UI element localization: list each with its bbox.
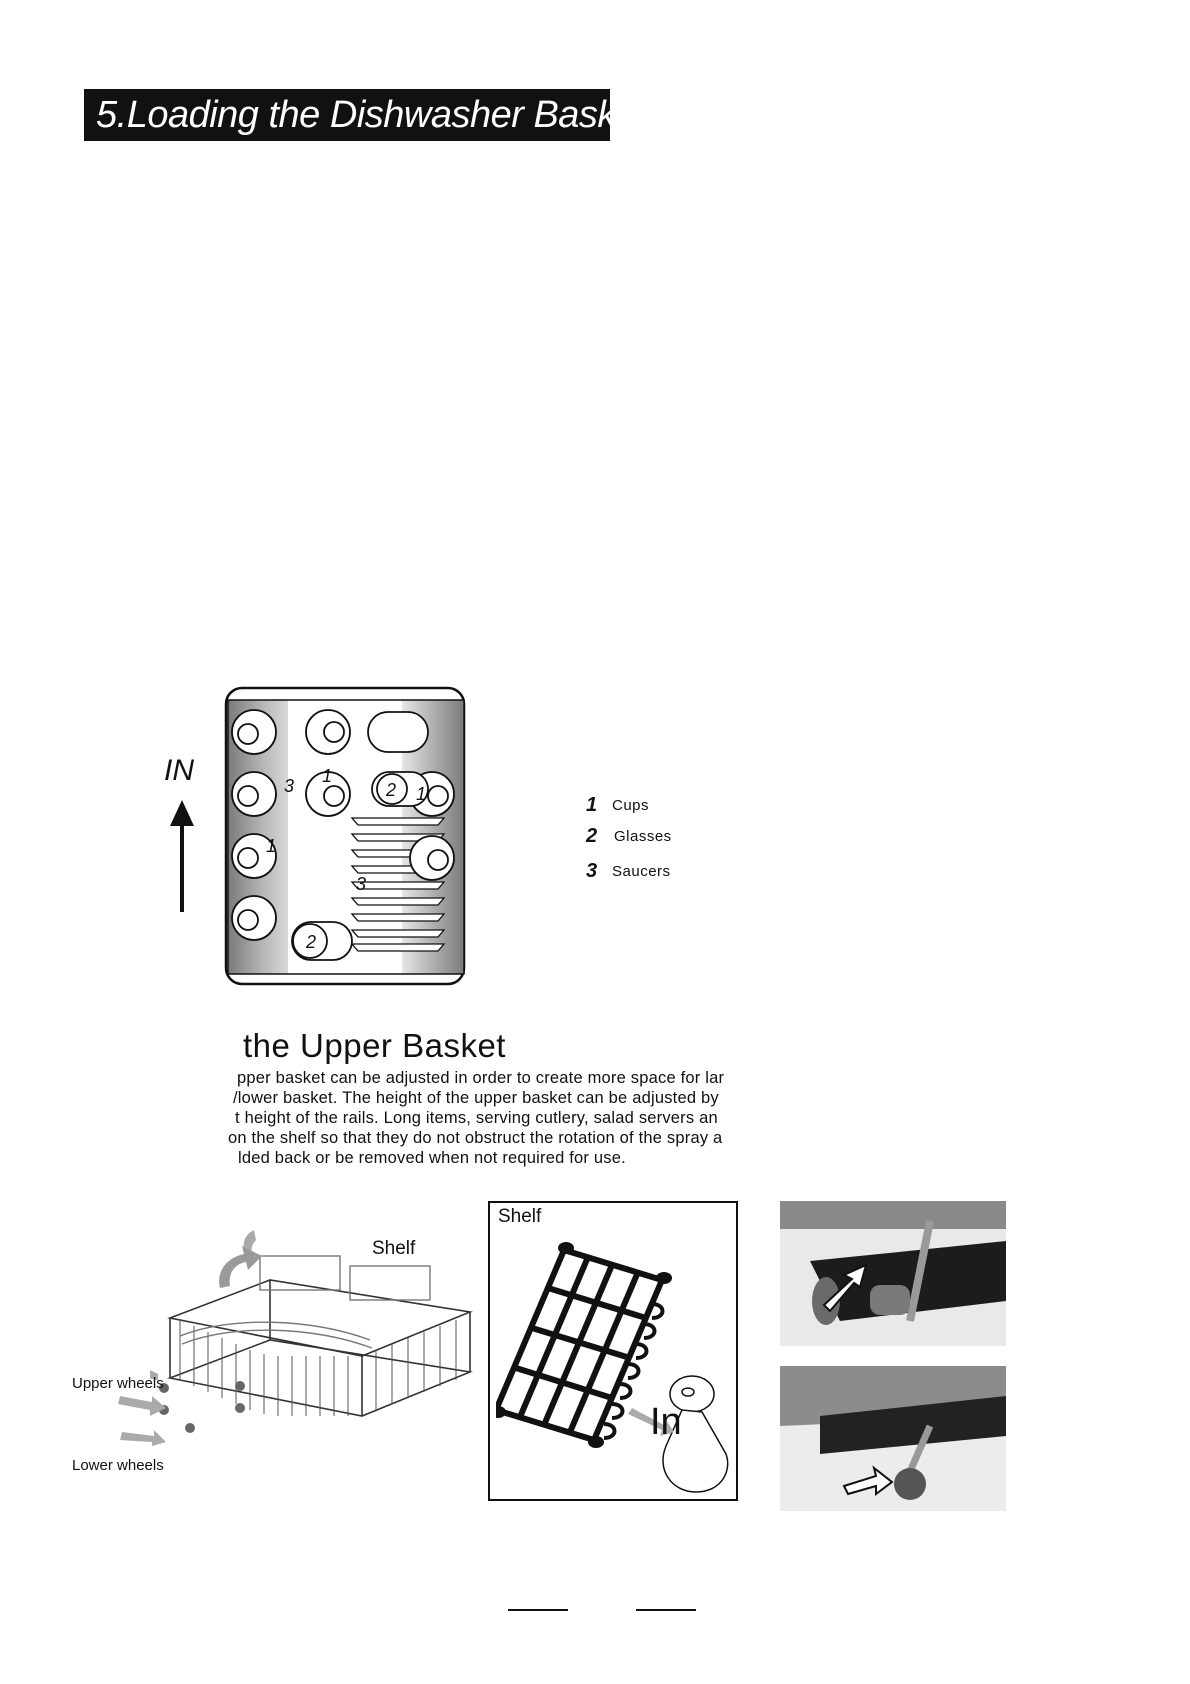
legend-label: Cups — [612, 797, 650, 814]
shelf-grid-illustration — [496, 1240, 736, 1498]
direction-label: IN — [164, 754, 194, 787]
direction-arrow-icon — [166, 800, 198, 912]
shelf-box-label: Shelf — [498, 1206, 542, 1227]
svg-text:1: 1 — [416, 784, 427, 804]
section-heading: the Upper Basket — [243, 1027, 506, 1064]
svg-text:2: 2 — [306, 932, 317, 952]
body-line: t height of the rails. Long items, serving cutlery, salad servers an — [235, 1109, 718, 1127]
body-line: pper basket can be adjusted in order to create more space for lar — [237, 1069, 725, 1087]
footer-rule — [508, 1609, 568, 1611]
in-label: In — [650, 1401, 682, 1443]
lower-wheels-label: Lower wheels — [72, 1457, 164, 1474]
footer-rule — [636, 1609, 696, 1611]
legend-num: 1 — [586, 794, 598, 816]
wheel-arrow-icon — [118, 1392, 168, 1446]
legend-num: 3 — [586, 860, 598, 882]
legend-label: Saucers — [612, 863, 671, 880]
legend-label: Glasses — [614, 828, 672, 845]
svg-text:2: 2 — [386, 780, 397, 800]
body-line: lded back or be removed when not required for use. — [238, 1149, 626, 1167]
svg-text:1: 1 — [266, 836, 277, 856]
svg-text:3: 3 — [356, 874, 367, 894]
shelf-hinge-photo-top — [780, 1201, 1006, 1346]
legend-num: 2 — [586, 825, 598, 847]
svg-text:1: 1 — [322, 766, 333, 786]
svg-text:3: 3 — [284, 776, 295, 796]
page-title: 5.Loading the Dishwasher Basket — [96, 94, 647, 136]
upper-basket-loading-diagram — [222, 686, 468, 988]
shelf-label: Shelf — [372, 1238, 416, 1259]
basket-shelf-illustration — [150, 1228, 480, 1478]
upper-wheels-label: Upper wheels — [72, 1375, 164, 1392]
shelf-hinge-photo-bottom — [780, 1366, 1006, 1511]
body-line: /lower basket. The height of the upper basket can be adjusted by — [233, 1089, 719, 1107]
body-line: on the shelf so that they do not obstruct the rotation of the spray a — [228, 1129, 723, 1147]
